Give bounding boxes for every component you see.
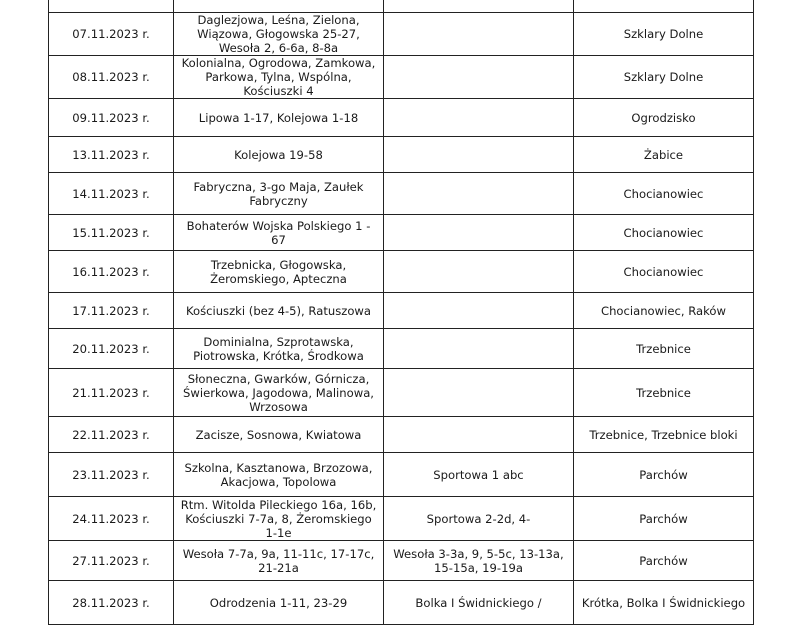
date-cell: 07.11.2023 r. [49,13,174,56]
date-cell: 09.11.2023 r. [49,99,174,137]
streets-cell: Daglezjowa, Leśna, Zielona, Wiązowa, Głogowska 25-27, Wesoła 2, 6-6a, 8-8a [174,13,384,56]
streets-cell: Fabryczna, 3-go Maja, Zaułek Fabryczny [174,173,384,215]
date-cell: 23.11.2023 r. [49,453,174,497]
table-row [49,251,754,293]
town-cell: Parchów [574,541,754,581]
streets-cell: Dominialna, Szprotawska, Piotrowska, Krótka, Środkowa [174,329,384,369]
town-cell: Chocianowiec [574,215,754,251]
table-row [49,173,754,215]
town-cell: Ogrodzisko [574,99,754,137]
streets-cell: Kolejowa 19-58 [174,137,384,173]
extra-streets-cell: Bolka I Świdnickiego / [384,581,574,625]
extra-streets-cell: Sportowa 2-2d, 4- [384,497,574,541]
streets-cell: Szkolna, Kasztanowa, Brzozowa, Akacjowa, Topolowa [174,453,384,497]
extra-streets-cell [384,329,574,369]
streets-cell: Kościuszki (bez 4-5), Ratuszowa [174,293,384,329]
town-cell: Trzebnice, Trzebnice bloki [574,417,754,453]
town-cell: Krótka, Bolka I Świdnickiego [574,581,754,625]
table-row [49,293,754,329]
extra-streets-cell [384,137,574,173]
town-cell [574,0,754,13]
town-cell: Trzebnice [574,329,754,369]
table-row [49,137,754,173]
date-cell: 13.11.2023 r. [49,137,174,173]
extra-streets-cell [384,293,574,329]
streets-cell [174,0,384,13]
extra-streets-cell [384,369,574,417]
date-cell: 22.11.2023 r. [49,417,174,453]
extra-streets-cell [384,417,574,453]
town-cell: Chocianowiec [574,173,754,215]
town-cell: Chocianowiec [574,251,754,293]
town-cell: Parchów [574,497,754,541]
town-cell: Parchów [574,453,754,497]
table-row [49,541,754,581]
date-cell: 20.11.2023 r. [49,329,174,369]
table-row [49,453,754,497]
table-row [49,369,754,417]
streets-cell: Bohaterów Wojska Polskiego 1 - 67 [174,215,384,251]
date-cell: 08.11.2023 r. [49,56,174,99]
date-cell: 17.11.2023 r. [49,293,174,329]
streets-cell: Odrodzenia 1-11, 23-29 [174,581,384,625]
streets-cell: Trzebnicka, Głogowska, Żeromskiego, Apteczna [174,251,384,293]
table-row [49,215,754,251]
date-cell: 28.11.2023 r. [49,581,174,625]
table-row [49,417,754,453]
extra-streets-cell [384,99,574,137]
table-row [49,0,754,13]
table-row [49,13,754,56]
table-row [49,497,754,541]
extra-streets-cell [384,56,574,99]
town-cell: Żabice [574,137,754,173]
extra-streets-cell [384,173,574,215]
streets-cell: Kolonialna, Ogrodowa, Zamkowa, Parkowa, Tylna, Wspólna, Kościuszki 4 [174,56,384,99]
date-cell: 14.11.2023 r. [49,173,174,215]
date-cell: 16.11.2023 r. [49,251,174,293]
streets-cell: Słoneczna, Gwarków, Górnicza, Świerkowa, Jagodowa, Malinowa, Wrzosowa [174,369,384,417]
extra-streets-cell [384,13,574,56]
extra-streets-cell: Sportowa 1 abc [384,453,574,497]
table-row [49,56,754,99]
table-row [49,581,754,625]
streets-cell: Zacisze, Sosnowa, Kwiatowa [174,417,384,453]
streets-cell: Rtm. Witolda Pileckiego 16a, 16b, Kościuszki 7-7a, 8, Żeromskiego 1-1e [174,497,384,541]
extra-streets-cell [384,251,574,293]
extra-streets-cell [384,0,574,13]
town-cell: Chocianowiec, Raków [574,293,754,329]
extra-streets-cell [384,215,574,251]
date-cell: 24.11.2023 r. [49,497,174,541]
date-cell: 21.11.2023 r. [49,369,174,417]
table-row [49,99,754,137]
streets-cell: Lipowa 1-17, Kolejowa 1-18 [174,99,384,137]
extra-streets-cell: Wesoła 3-3a, 9, 5-5c, 13-13a, 15-15a, 19-19a [384,541,574,581]
town-cell: Trzebnice [574,369,754,417]
table-row [49,329,754,369]
streets-cell: Wesoła 7-7a, 9a, 11-11c, 17-17c, 21-21a [174,541,384,581]
town-cell: Szklary Dolne [574,13,754,56]
date-cell: 15.11.2023 r. [49,215,174,251]
town-cell: Szklary Dolne [574,56,754,99]
date-cell [49,0,174,13]
collection-schedule-table [48,0,754,625]
date-cell: 27.11.2023 r. [49,541,174,581]
